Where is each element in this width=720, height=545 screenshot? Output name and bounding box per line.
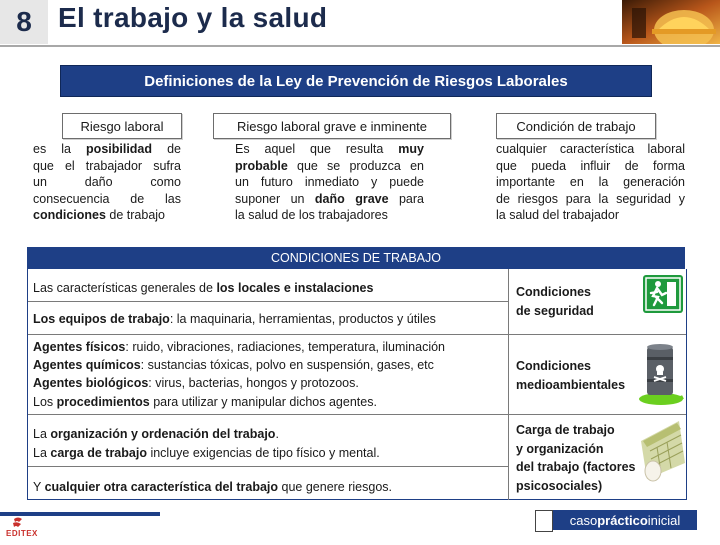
category-label: Condiciones de seguridad <box>516 285 594 318</box>
item-locales: Las características generales de los locales e instalaciones <box>33 281 374 295</box>
editex-logo <box>2 516 42 540</box>
title-divider <box>0 45 720 47</box>
item-otra-caracteristica: Y cualquier otra característica del trabajo que genere riesgos. <box>33 480 392 494</box>
item-equipos: Los equipos de trabajo: la maquinaria, herramientas, productos y útiles <box>33 312 436 326</box>
header-photo <box>622 0 720 44</box>
item-organizacion: La organización y ordenación del trabajo. <box>33 427 279 441</box>
item-agentes-fisicos: Agentes físicos: ruido, vibraciones, radiaciones, temperatura, iluminación <box>33 340 445 354</box>
row-divider <box>28 466 508 467</box>
item-agentes-biologicos: Agentes biológicos: virus, bacterias, hongos y protozoos. <box>33 376 359 390</box>
item-agentes-quimicos: Agentes químicos: sustancias tóxicas, polvo en suspensión, gases, etc <box>33 358 434 372</box>
term-riesgo-grave-inminente: Riesgo laboral grave e inminente <box>213 113 451 139</box>
row-divider <box>28 301 508 302</box>
definition-text-riesgo-laboral: es la posibilidad de que el trabajador sufra un daño como consecuencia de las condiciones de trabajo <box>33 142 181 222</box>
chapter-number: 8 <box>0 0 48 44</box>
items-cell <box>28 335 508 415</box>
conditions-table <box>27 269 687 500</box>
item-procedimientos: Los procedimientos para utilizar y manipular dichos agentes. <box>33 395 377 409</box>
table-row-carga-trabajo <box>28 414 686 500</box>
item-carga: La carga de trabajo incluye exigencias de tipo físico y mental. <box>33 446 380 460</box>
table-row-medioambientales <box>28 334 686 415</box>
page-title: El trabajo y la salud <box>58 2 328 33</box>
case-practico-button[interactable]: caso práctico inicial <box>553 510 697 530</box>
definition-text-condicion-trabajo: cualquier característica laboral que pueda influir de forma importante en la generación de riesgos para la seguridad y la salud del trabajador <box>496 142 685 222</box>
emergency-exit-icon <box>643 275 683 313</box>
worker-helmet-photo-icon <box>622 0 720 44</box>
term-condicion-de-trabajo: Condición de trabajo <box>496 113 656 139</box>
overloaded-calendar-icon <box>633 417 687 483</box>
items-cell <box>28 415 508 500</box>
definition-text-riesgo-grave: Es aquel que resulta muy probable que se produzca en un futuro inmediato y puede suponer un daño grave para la salud de los trabajadores <box>235 142 424 222</box>
category-label: Carga de trabajo y organización del trabajo (factores psicosociales) <box>516 423 636 493</box>
category-label: Condiciones medioambientales <box>516 359 626 392</box>
term-riesgo-laboral: Riesgo laboral <box>62 113 182 139</box>
category-cell-seguridad <box>508 269 687 334</box>
category-cell-medioambientales <box>508 335 687 415</box>
case-box-marker <box>535 510 553 532</box>
definitions-banner: Definiciones de la Ley de Prevención de Riesgos Laborales <box>60 65 652 97</box>
toxic-barrel-icon <box>637 341 685 407</box>
conditions-table-header: CONDICIONES DE TRABAJO <box>27 247 685 269</box>
category-cell-carga-trabajo <box>508 415 687 500</box>
logo-text: EDITEX <box>6 529 38 538</box>
